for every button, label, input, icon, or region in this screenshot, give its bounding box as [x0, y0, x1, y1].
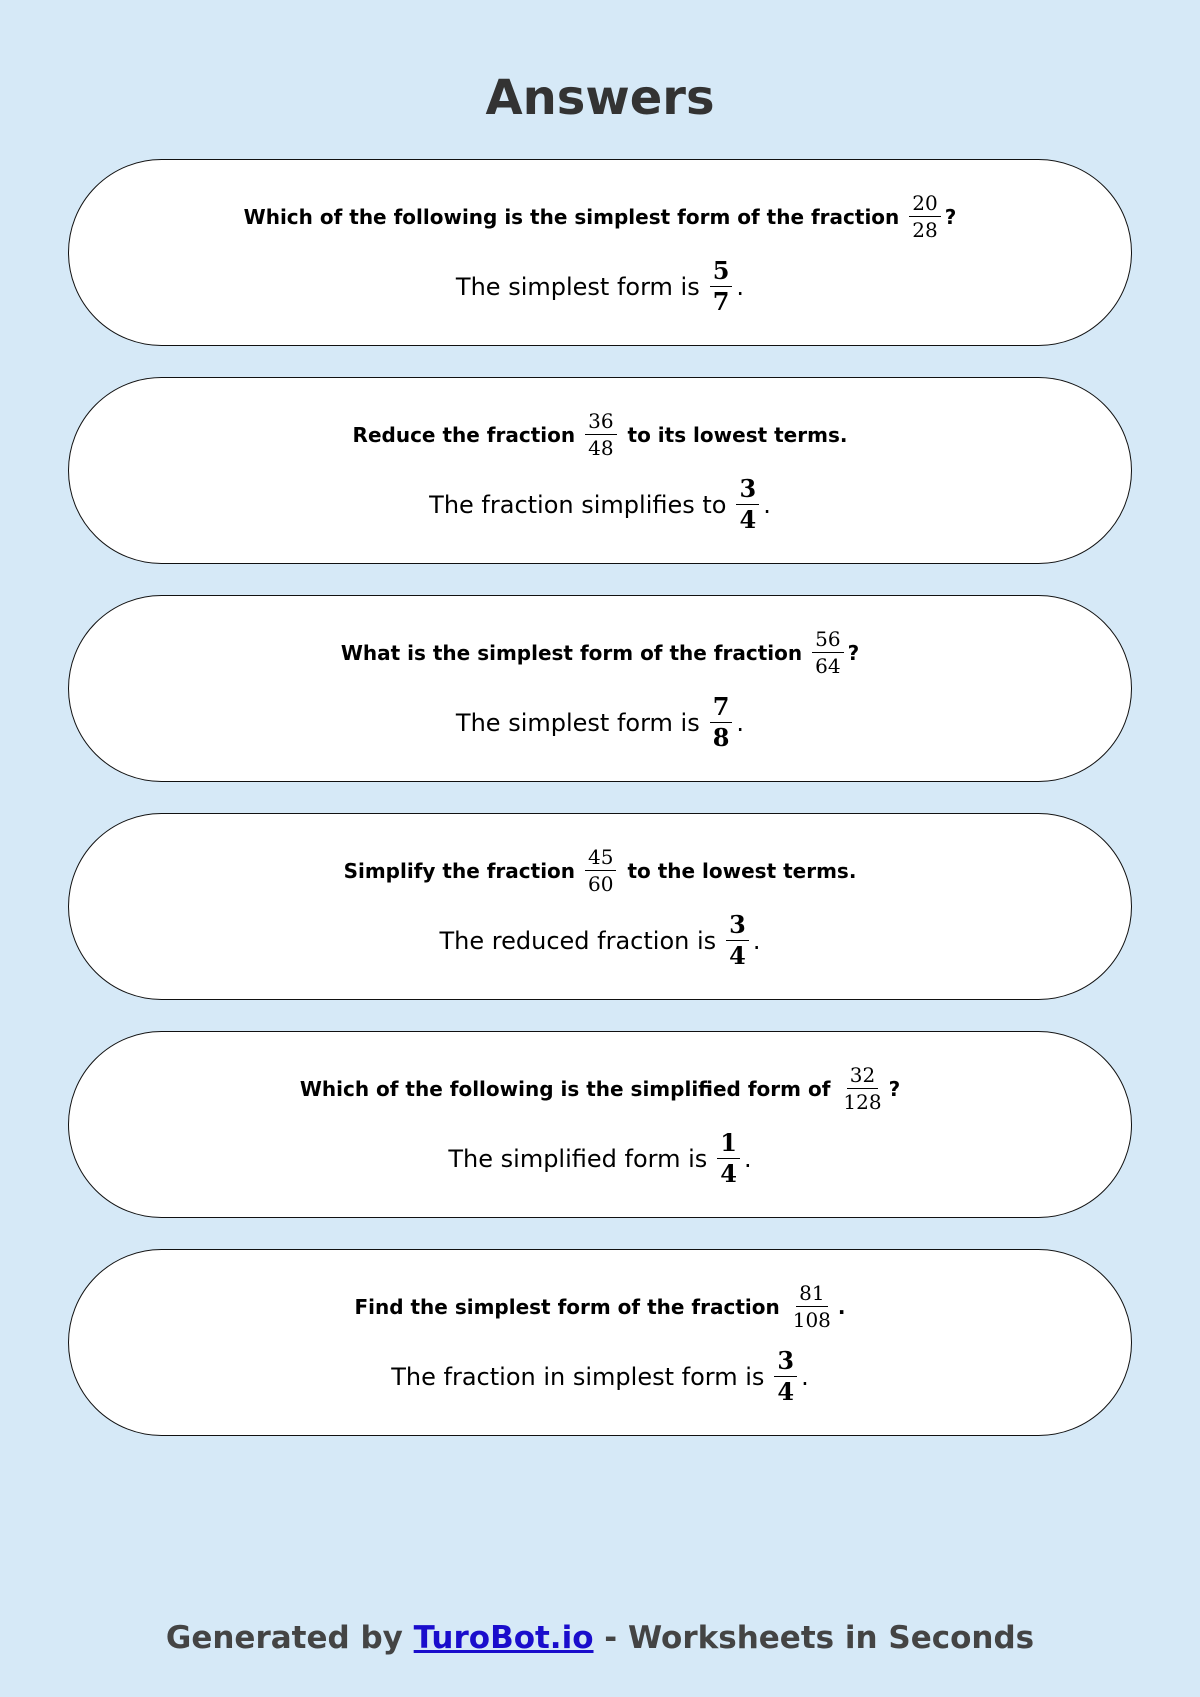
answer-suffix: . — [763, 490, 771, 519]
answer-card — [68, 1249, 1132, 1436]
answer-card — [68, 377, 1132, 564]
answer-prefix: The reduced fraction is — [439, 926, 717, 955]
fraction-denominator: 60 — [588, 872, 614, 896]
page-title: Answers — [485, 70, 715, 126]
question-text — [244, 185, 957, 249]
answer-prefix: The fraction simplifies to — [429, 490, 727, 519]
fraction-numerator: 56 — [812, 628, 843, 653]
fraction-numerator: 45 — [585, 846, 616, 871]
fraction-denominator: 128 — [843, 1090, 882, 1114]
question-fraction — [812, 628, 843, 677]
answer-text — [456, 689, 744, 757]
answer-prefix: The simplified form is — [448, 1144, 708, 1173]
answer-suffix: . — [752, 926, 761, 955]
fraction-numerator: 20 — [909, 192, 940, 217]
fraction-denominator: 4 — [720, 1159, 737, 1188]
question-fraction — [790, 1282, 834, 1331]
question-prefix: Reduce the fraction — [352, 422, 576, 447]
answer-text — [391, 1343, 808, 1411]
fraction-numerator: 32 — [847, 1064, 878, 1089]
answer-card — [68, 159, 1132, 346]
question-suffix: ? — [847, 640, 860, 665]
answer-suffix: . — [736, 272, 745, 301]
question-prefix: Which of the following is the simplest form of the fraction — [243, 204, 900, 229]
answer-fraction — [726, 909, 749, 970]
fraction-numerator: 1 — [717, 1130, 740, 1159]
fraction-denominator: 4 — [777, 1377, 795, 1406]
question-text — [341, 621, 859, 685]
answer-fraction — [736, 473, 759, 534]
answer-fraction — [710, 691, 733, 752]
turobot-link[interactable]: TuroBot.io — [413, 1620, 594, 1656]
fraction-denominator: 28 — [912, 218, 938, 242]
answer-card — [68, 595, 1132, 782]
fraction-denominator: 4 — [739, 505, 757, 534]
fraction-numerator: 5 — [710, 258, 733, 287]
question-fraction — [840, 1064, 884, 1113]
answer-fraction — [710, 255, 733, 316]
question-prefix: Find the simplest form of the fraction — [354, 1294, 780, 1319]
question-suffix: ? — [888, 1076, 901, 1101]
fraction-numerator: 3 — [736, 476, 759, 505]
answer-card — [68, 1031, 1132, 1218]
question-fraction — [585, 410, 616, 459]
fraction-numerator: 7 — [710, 694, 733, 723]
question-suffix: to the lowest terms. — [620, 858, 857, 883]
question-prefix: What is the simplest form of the fraction — [340, 640, 803, 665]
question-prefix: Which of the following is the simplified form of — [299, 1076, 831, 1101]
answer-prefix: The simplest form is — [455, 708, 700, 737]
footer — [0, 1618, 1200, 1658]
footer-suffix: - Worksheets in Seconds — [593, 1620, 1035, 1656]
answer-text — [448, 1125, 751, 1193]
answer-fraction — [774, 1345, 797, 1406]
fraction-denominator: 64 — [815, 654, 841, 678]
footer-prefix: Generated by — [165, 1620, 414, 1656]
answer-list — [68, 159, 1132, 1467]
fraction-numerator: 3 — [726, 912, 749, 941]
question-fraction — [585, 846, 616, 895]
answer-suffix: . — [801, 1362, 809, 1391]
answer-text — [440, 907, 761, 975]
question-prefix: Simplify the fraction — [343, 858, 576, 883]
question-text — [353, 403, 848, 467]
answer-prefix: The simplest form is — [455, 272, 700, 301]
fraction-denominator: 108 — [792, 1308, 831, 1332]
question-text — [344, 839, 857, 903]
fraction-denominator: 7 — [712, 287, 730, 316]
question-suffix: ? — [944, 204, 957, 229]
fraction-denominator: 8 — [712, 723, 730, 752]
answer-card — [68, 813, 1132, 1000]
question-fraction — [909, 192, 940, 241]
fraction-numerator: 3 — [774, 1348, 797, 1377]
fraction-denominator: 4 — [729, 941, 746, 970]
question-text — [354, 1275, 845, 1339]
answer-fraction — [717, 1127, 740, 1188]
question-text — [300, 1057, 900, 1121]
answer-suffix: . — [736, 708, 745, 737]
fraction-denominator: 48 — [588, 436, 614, 460]
answer-suffix: . — [743, 1144, 752, 1173]
fraction-numerator: 36 — [585, 410, 616, 435]
question-suffix: to its lowest terms. — [620, 422, 848, 447]
answer-text — [429, 471, 771, 539]
answer-text — [456, 253, 744, 321]
answer-prefix: The fraction in simplest form is — [391, 1362, 765, 1391]
question-suffix: . — [837, 1294, 846, 1319]
fraction-numerator: 81 — [796, 1282, 827, 1307]
